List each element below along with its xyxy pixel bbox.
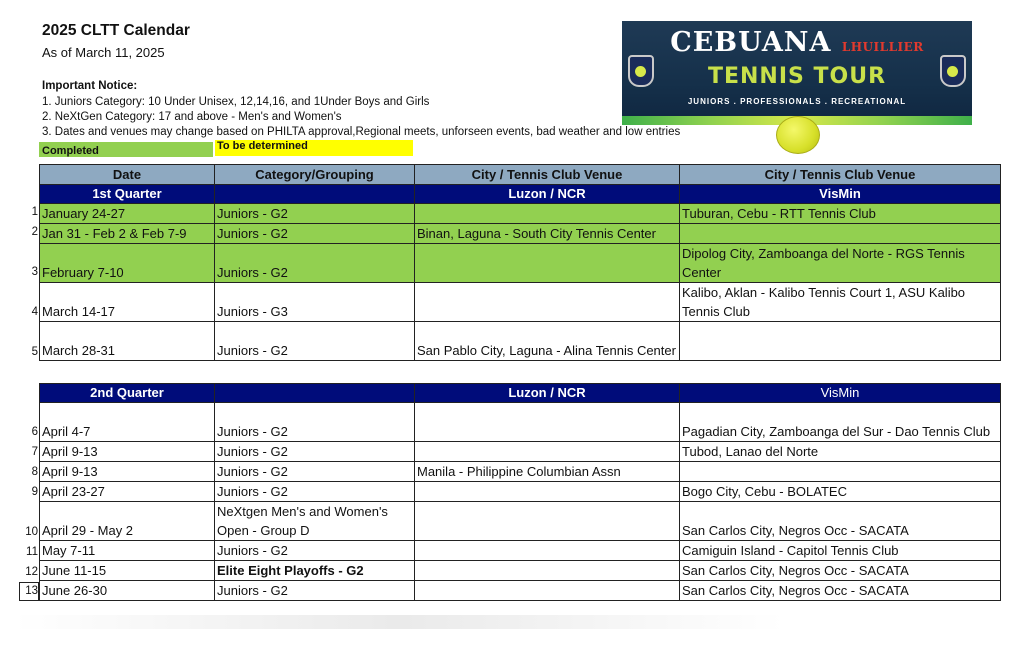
venue-vismin: San Carlos City, Negros Occ - SACATA: [680, 581, 1001, 601]
venue-luzon: [415, 482, 680, 502]
quarter-label: 1st Quarter: [40, 185, 215, 204]
event-category: Juniors - G2: [215, 541, 415, 561]
row-number: 2: [31, 226, 38, 238]
venue-luzon: [415, 403, 680, 442]
quarter-header-row: [40, 185, 1001, 204]
venue-luzon: [415, 244, 680, 283]
quarter-blank: [215, 185, 415, 204]
schedule-table-q2: [39, 383, 1001, 601]
notice-line-1: 1. Juniors Category: 10 Under Unisex, 12,14,16, and 1Under Boys and Girls: [42, 96, 430, 108]
table-row: [40, 244, 1001, 283]
row-number: 11: [26, 546, 38, 558]
legend-completed: Completed: [39, 142, 213, 157]
row-number: 4: [31, 306, 38, 318]
event-category: Juniors - G2: [215, 581, 415, 601]
event-category: Juniors - G2: [215, 482, 415, 502]
venue-luzon: [415, 561, 680, 581]
event-category: Juniors - G2: [215, 462, 415, 482]
venue-vismin: Camiguin Island - Capitol Tennis Club: [680, 541, 1001, 561]
notice-line-3: 3. Dates and venues may change based on PHILTA approval,Regional meets, unforseen events, bad weather and low entries: [42, 126, 681, 138]
schedule-table-q1: [39, 164, 1001, 361]
event-date: May 7-11: [40, 541, 215, 561]
notice-line-2: 2. NeXtGen Category: 17 and above - Men's and Women's: [42, 111, 342, 123]
table-row: [40, 283, 1001, 322]
row-number: 6: [31, 426, 38, 438]
event-category: Juniors - G3: [215, 283, 415, 322]
column-header-row: [40, 165, 1001, 185]
event-category: NeXtgen Men's and Women's Open - Group D: [215, 502, 415, 541]
tour-tagline: JUNIORS . PROFESSIONALS . RECREATIONAL: [687, 97, 907, 106]
event-date: June 11-15: [40, 561, 215, 581]
venue-vismin: San Carlos City, Negros Occ - SACATA: [680, 502, 1001, 541]
venue-luzon: Binan, Laguna - South City Tennis Center: [415, 224, 680, 244]
venue-luzon: [415, 283, 680, 322]
table-row: [40, 482, 1001, 502]
brand-sub: LHUILLIER: [841, 40, 924, 54]
venue-vismin: [680, 462, 1001, 482]
brand-name: CEBUANA: [670, 27, 832, 58]
venue-luzon: Manila - Philippine Columbian Assn: [415, 462, 680, 482]
event-category: Juniors - G2: [215, 244, 415, 283]
notice-heading: Important Notice:: [42, 80, 138, 92]
venue-luzon: [415, 502, 680, 541]
region-luzon: Luzon / NCR: [415, 185, 680, 204]
venue-luzon: San Pablo City, Laguna - Alina Tennis Center: [415, 322, 680, 361]
event-category: Juniors - G2: [215, 224, 415, 244]
table-row: [40, 442, 1001, 462]
event-date: April 29 - May 2: [40, 502, 215, 541]
event-date: June 26-30: [40, 581, 215, 601]
tour-banner: [622, 21, 972, 125]
row-number: 10: [25, 526, 38, 538]
table-row: [40, 541, 1001, 561]
venue-vismin: Kalibo, Aklan - Kalibo Tennis Court 1, ASU Kalibo Tennis Club: [680, 283, 1001, 322]
event-category: Juniors - G2: [215, 442, 415, 462]
brand-logo-text: [622, 27, 972, 58]
table-row: [40, 561, 1001, 581]
region-vismin: VisMin: [680, 384, 1001, 403]
row-number: 8: [31, 466, 38, 478]
table-row: [40, 502, 1001, 541]
quarter-header-row: [40, 384, 1001, 403]
row-number: 12: [25, 566, 38, 578]
scan-shadow: [14, 615, 784, 629]
event-category: Juniors - G2: [215, 204, 415, 224]
event-category: Juniors - G2: [215, 322, 415, 361]
table-row: [40, 403, 1001, 442]
event-date: March 28-31: [40, 322, 215, 361]
legend-tbd: To be determined: [215, 140, 413, 156]
venue-vismin: [680, 322, 1001, 361]
venue-vismin: Tuburan, Cebu - RTT Tennis Club: [680, 204, 1001, 224]
venue-vismin: [680, 224, 1001, 244]
row-number: 5: [31, 346, 38, 358]
table-row: [40, 322, 1001, 361]
column-header-venue-luzon: City / Tennis Club Venue: [415, 165, 680, 185]
venue-vismin: Dipolog City, Zamboanga del Norte - RGS Tennis Center: [680, 244, 1001, 283]
venue-luzon: [415, 442, 680, 462]
event-date: April 23-27: [40, 482, 215, 502]
row-number: 3: [31, 266, 38, 278]
as-of-date: As of March 11, 2025: [42, 45, 165, 60]
event-date: April 4-7: [40, 403, 215, 442]
region-vismin: VisMin: [680, 185, 1001, 204]
event-date: March 14-17: [40, 283, 215, 322]
quarter-blank: [215, 384, 415, 403]
row-number: 9: [31, 486, 38, 498]
table-row: [40, 462, 1001, 482]
venue-luzon: [415, 581, 680, 601]
event-date: April 9-13: [40, 442, 215, 462]
table-row: [40, 224, 1001, 244]
event-category: Elite Eight Playoffs - G2: [215, 561, 415, 581]
table-row: [40, 204, 1001, 224]
row-number: 1: [31, 206, 38, 218]
row-number: 7: [31, 446, 38, 458]
venue-vismin: Tubod, Lanao del Norte: [680, 442, 1001, 462]
page-title: 2025 CLTT Calendar: [42, 22, 190, 39]
column-header-category: Category/Grouping: [215, 165, 415, 185]
event-date: April 9-13: [40, 462, 215, 482]
event-category: Juniors - G2: [215, 403, 415, 442]
column-header-venue-vismin: City / Tennis Club Venue: [680, 165, 1001, 185]
venue-vismin: San Carlos City, Negros Occ - SACATA: [680, 561, 1001, 581]
table-row: [40, 581, 1001, 601]
tennis-ball-icon: [776, 116, 820, 154]
tour-name: TENNIS TOUR: [707, 64, 887, 89]
row-number: 13: [25, 585, 38, 597]
venue-luzon: [415, 541, 680, 561]
venue-luzon: [415, 204, 680, 224]
event-date: January 24-27: [40, 204, 215, 224]
event-date: Jan 31 - Feb 2 & Feb 7-9: [40, 224, 215, 244]
region-luzon: Luzon / NCR: [415, 384, 680, 403]
event-date: February 7-10: [40, 244, 215, 283]
venue-vismin: Pagadian City, Zamboanga del Sur - Dao Tennis Club: [680, 403, 1001, 442]
column-header-date: Date: [40, 165, 215, 185]
quarter-label: 2nd Quarter: [40, 384, 215, 403]
venue-vismin: Bogo City, Cebu - BOLATEC: [680, 482, 1001, 502]
